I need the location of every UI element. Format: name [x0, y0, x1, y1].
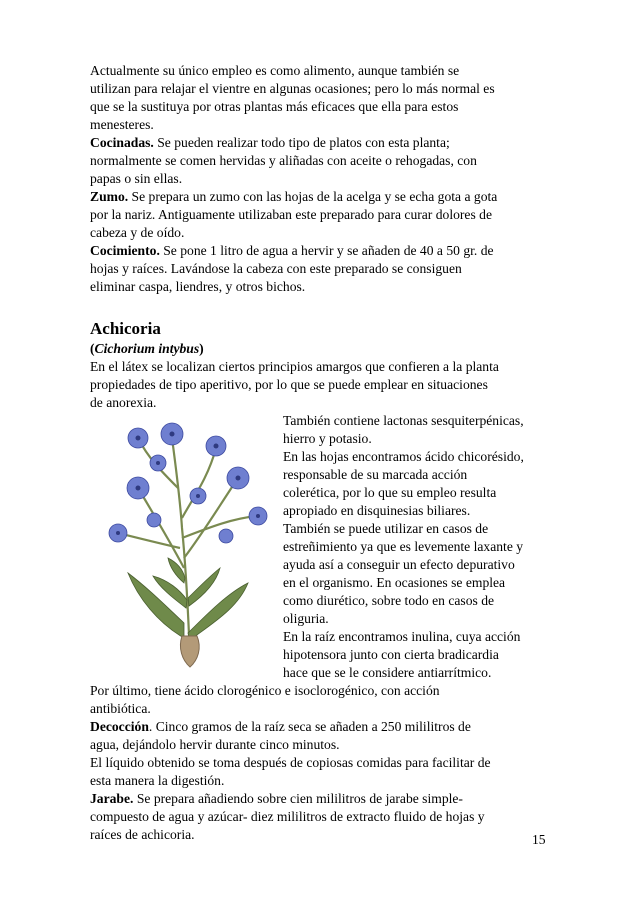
body-line: en el organismo. En ocasiones se emplea [283, 575, 506, 590]
body-text: . Cinco gramos de la raíz seca se añaden a 250 mililitros de [148, 719, 471, 734]
body-line: estreñimiento ya que es levemente laxante y [283, 539, 524, 554]
zumo-label: Zumo. [90, 189, 129, 204]
page-number: 15 [532, 832, 546, 847]
body-line: agua, dejándolo hervir durante cinco minutos. [90, 737, 340, 752]
body-line: hojas y raíces. Lavándose la cabeza con este preparado se consiguen [90, 261, 462, 276]
decoccion-paragraph [90, 718, 560, 736]
body-text: Se pone 1 litro de agua a hervir y se añaden de 40 a 50 gr. de [159, 243, 494, 258]
body-line: que se la sustituya por otras plantas más eficaces que ella para estos [90, 99, 459, 114]
body-text: Se pueden realizar todo tipo de platos con esta planta; [153, 135, 450, 150]
body-line: hipotensora junto con cierta bradicardia [283, 647, 499, 662]
scientific-name-text: Cichorium intybus [94, 341, 200, 356]
body-line: El líquido obtenido se toma después de copiosas comidas para facilitar de [90, 755, 491, 770]
body-line: apropiado en disquinesias biliares. [283, 503, 471, 518]
body-line: Por último, tiene ácido clorogénico e isoclorogénico, con acción [90, 683, 440, 698]
body-line: compuesto de agua y azúcar- diez mililitros de extracto fluido de hojas y [90, 809, 485, 824]
body-line: de anorexia. [90, 395, 157, 410]
body-line: También se puede utilizar en casos de [283, 521, 489, 536]
cocimiento-label: Cocimiento. [90, 243, 160, 258]
body-line: En la raíz encontramos inulina, cuya acción [283, 629, 521, 644]
scientific-name [90, 340, 560, 358]
body-line: ayuda así a conseguir un efecto depurativo [283, 557, 515, 572]
section-heading: Achicoria [90, 319, 161, 338]
cocinadas-label: Cocinadas. [90, 135, 154, 150]
body-line: También contiene lactonas sesquiterpénicas, [283, 413, 524, 428]
body-line: papas o sin ellas. [90, 171, 183, 186]
body-line: colerética, por lo que su empleo resulta [283, 485, 497, 500]
jarabe-label: Jarabe. [90, 791, 134, 806]
body-line: utilizan para relajar el vientre en algunas ocasiones; pero lo más normal es [90, 81, 495, 96]
body-line: Actualmente su único empleo es como alimento, aunque también se [90, 63, 460, 78]
body-line: eliminar caspa, liendres, y otros bichos. [90, 279, 306, 294]
body-line: como diurético, sobre todo en casos de [283, 593, 495, 608]
body-line: normalmente se comen hervidas y aliñadas con aceite o rehogadas, con [90, 153, 477, 168]
zumo-paragraph [90, 188, 560, 206]
body-line: cabeza y de oído. [90, 225, 185, 240]
body-line: En el látex se localizan ciertos principios amargos que confieren a la planta [90, 359, 499, 374]
cocimiento-paragraph [90, 242, 560, 260]
body-line: hierro y potasio. [283, 431, 372, 446]
body-line: antibiótica. [90, 701, 151, 716]
root [180, 636, 199, 667]
jarabe-paragraph [90, 790, 560, 808]
body-text: Se prepara un zumo con las hojas de la acelga y se echa gota a gota [128, 189, 498, 204]
body-line: raíces de achicoria. [90, 827, 195, 842]
body-line: por la nariz. Antiguamente utilizaban este preparado para curar dolores de [90, 207, 492, 222]
body-line: hace que se le considere antiarrítmico. [283, 665, 492, 680]
body-line: propiedades de tipo aperitivo, por lo que se puede emplear en situaciones [90, 377, 488, 392]
paren-close: ) [199, 341, 204, 356]
body-line: esta manera la digestión. [90, 773, 225, 788]
body-line: En las hojas encontramos ácido chicorésido, [283, 449, 524, 464]
body-line: responsable de su marcada acción [283, 467, 468, 482]
body-line: oliguria. [283, 611, 329, 626]
body-line: menesteres. [90, 117, 154, 132]
decoccion-label: Decocción [90, 719, 149, 734]
cocinadas-paragraph [90, 134, 560, 152]
paren-open: ( [90, 341, 95, 356]
chicory-plant-illustration [98, 408, 276, 668]
body-text: Se prepara añadiendo sobre cien mililitros de jarabe simple- [133, 791, 463, 806]
flowers [109, 423, 267, 543]
